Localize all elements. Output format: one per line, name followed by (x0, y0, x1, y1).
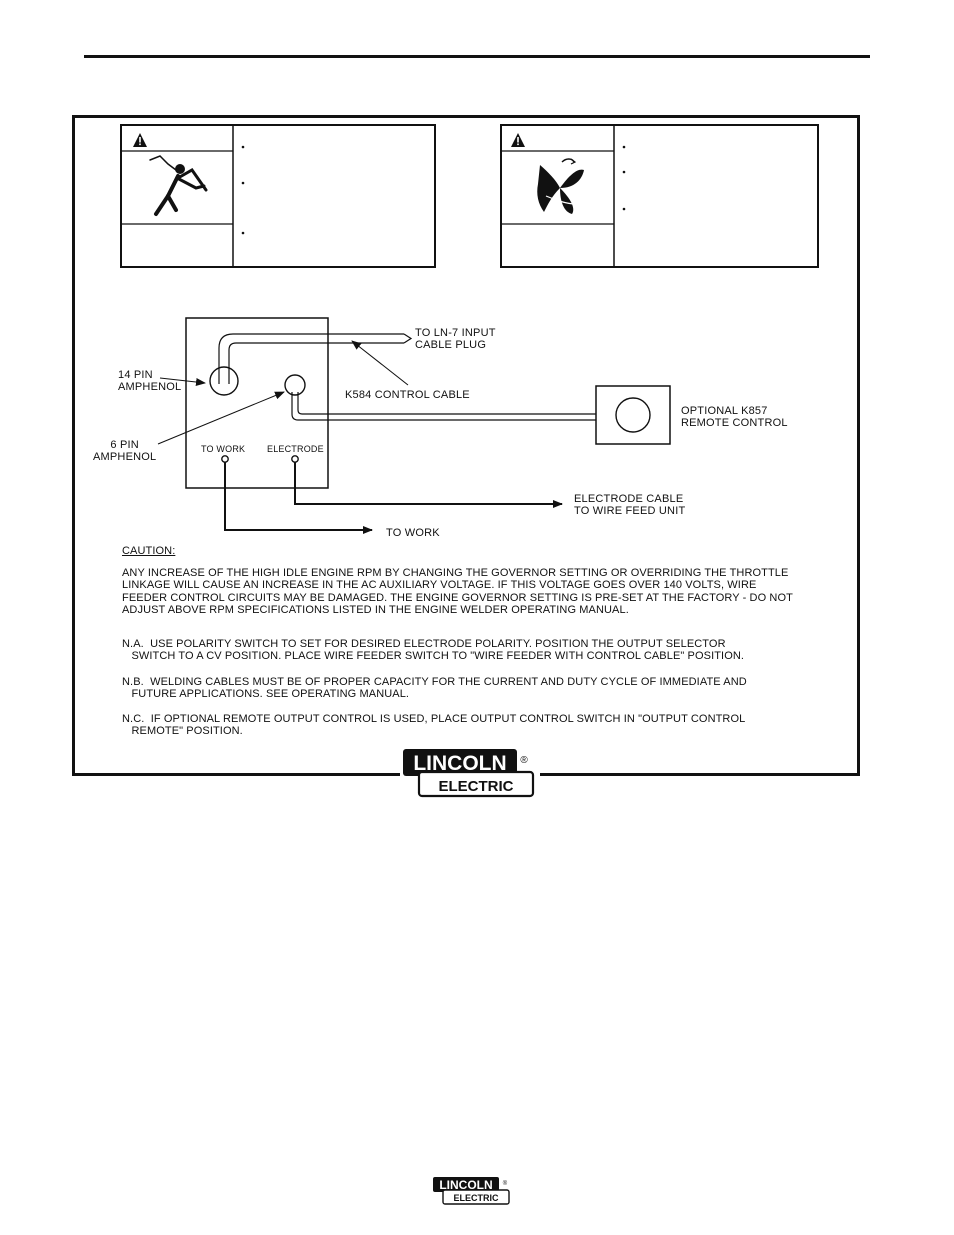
control-cable (210, 334, 411, 395)
footer-lincoln-logo (432, 1176, 512, 1206)
label-6-pin-amphenol: 6 PIN AMPHENOL (93, 439, 157, 463)
registered-mark: ® (520, 755, 528, 766)
footer-logo-line2: ELECTRIC (453, 1193, 499, 1203)
label-to-work-terminal: TO WORK (201, 444, 246, 454)
electrode-lead (295, 462, 562, 504)
label-to-work: TO WORK (386, 527, 440, 539)
footer-registered-mark: ® (502, 1181, 508, 1187)
amphenol-14-pin (210, 367, 238, 395)
caution-text: ANY INCREASE OF THE HIGH IDLE ENGINE RPM BY CHANGING THE GOVERNOR SETTING OR OVERRIDING THE THROTTLE LINKAGE WILL CAUSE AN INCREASE IN THE AC AUXILIARY VOLTAGE. IF THIS VOLTAGE GOES OVER 140 VOLTS, WIRE FEEDER CONTROL CIRCUITS MAY BE DAMAGED. THE ENGINE GOVERNOR SETTING IS PRE-SET AT THE FACTORY - DO NOT ADJUST ABOVE RPM SPECIFICATIONS LISTED IN THE ENGINE WELDER OPERATING MANUAL. (122, 567, 793, 616)
caution-triangle-icon (133, 133, 147, 147)
label-14-pin-amphenol: 14 PIN AMPHENOL (118, 369, 182, 393)
label-ln7-input: TO LN-7 INPUT CABLE PLUG (415, 327, 496, 351)
logo-line1: LINCOLN (413, 752, 507, 775)
fan-hand-icon (537, 159, 584, 214)
lincoln-electric-logo (400, 746, 540, 798)
remote-control-box (596, 386, 670, 444)
output-terminals (222, 456, 298, 462)
work-lead (225, 462, 372, 530)
note-na: N.A. USE POLARITY SWITCH TO SET FOR DESIRED ELECTRODE POLARITY. POSITION THE OUTPUT SELECTOR SWITCH TO A CV POSITION. PLACE WIRE FEEDER SWITCH TO "WIRE FEEDER WITH CONTROL CABLE" POSITION. (122, 638, 745, 663)
label-electrode-terminal: ELECTRODE (267, 444, 324, 454)
label-control-cable: K584 CONTROL CABLE (345, 389, 470, 401)
footer-logo-line1: LINCOLN (439, 1178, 493, 1192)
caution-title: CAUTION: (122, 545, 176, 557)
label-electrode-cable: ELECTRODE CABLE TO WIRE FEED UNIT (574, 493, 686, 517)
note-nb: N.B. WELDING CABLES MUST BE OF PROPER CAPACITY FOR THE CURRENT AND DUTY CYCLE OF IMMEDIATE AND FUTURE APPLICATIONS. SEE OPERATING MANUAL. (122, 676, 747, 701)
warning-box-shock (121, 125, 435, 267)
note-nc: N.C. IF OPTIONAL REMOTE OUTPUT CONTROL IS USED, PLACE OUTPUT CONTROL SWITCH IN "OUTPUT CONTROL REMOTE" POSITION. (122, 713, 746, 738)
logo-line2: ELECTRIC (438, 778, 514, 795)
warning-box-moving-parts (501, 125, 818, 267)
caution-triangle-icon (511, 133, 525, 147)
bullet-dots (242, 146, 245, 235)
amphenol-6-pin (285, 375, 305, 395)
label-remote-control: OPTIONAL K857 REMOTE CONTROL (681, 405, 788, 429)
electric-shock-icon (150, 156, 206, 214)
